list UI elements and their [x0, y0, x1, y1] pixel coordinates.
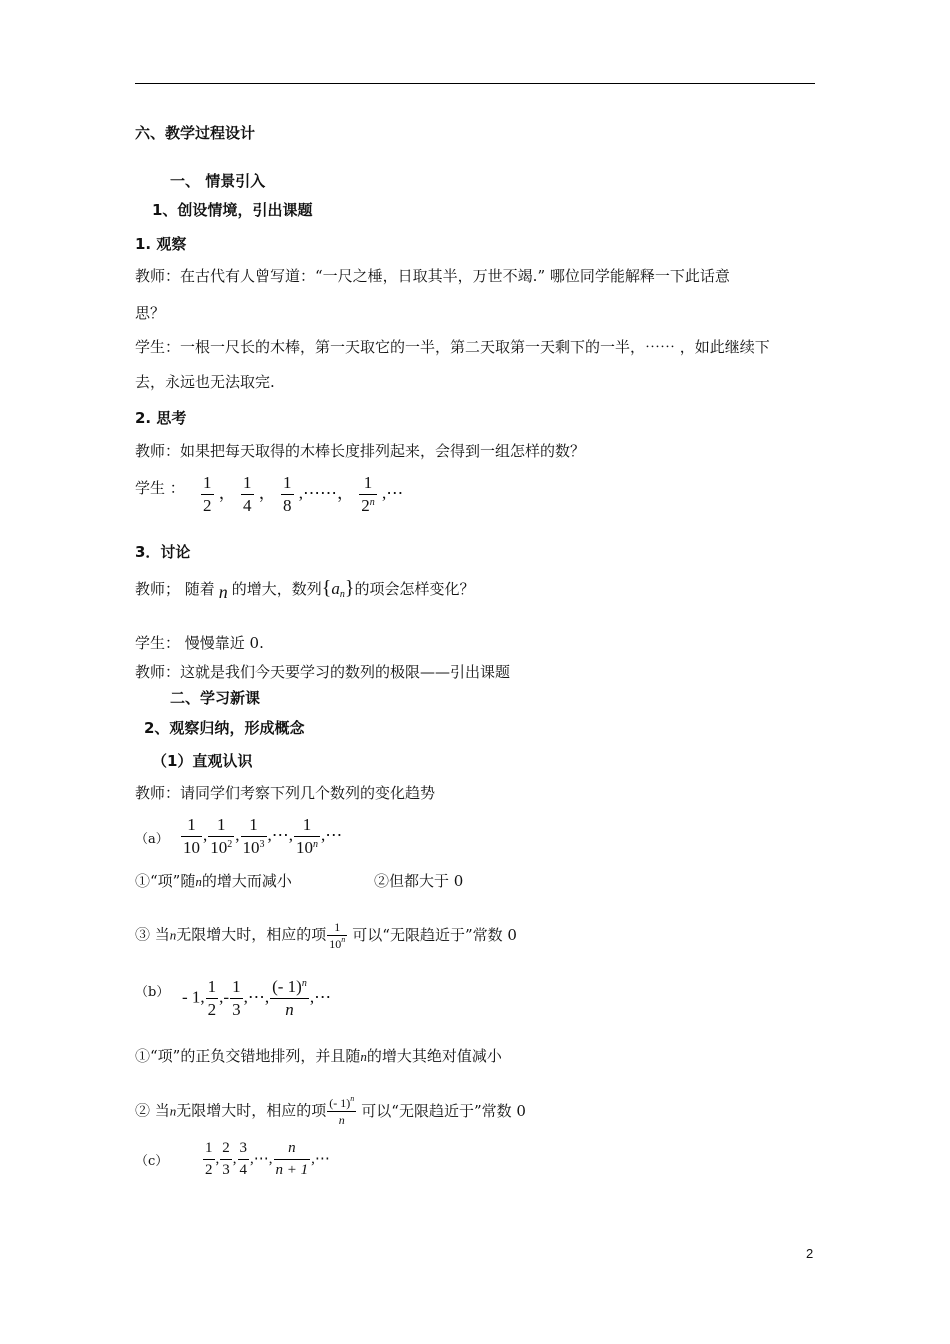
fraction: $\frac{1}{10^n}$	[329, 920, 346, 951]
seq-a-label: （a）	[135, 832, 169, 847]
teacher-line-2: 教师：如果把每天取得的木棒长度排列起来，会得到一组怎样的数？	[135, 442, 586, 460]
sequence-b: - 1, $\frac{1}{2}$ ,- $\frac{1}{3}$ ,⋯, $\frac{(- 1)^n}{n}$ ,⋯	[182, 977, 332, 1019]
fraction: $\frac{3}{4}$	[238, 1138, 250, 1181]
fraction: $\frac{(- 1)^n}{n}$	[329, 1094, 355, 1127]
sequence-c: $\frac{1}{2}$ , $\frac{2}{3}$ , $\frac{3}{4}$ ,⋯, $\frac{n}{n + 1}$ ,⋯	[202, 1138, 330, 1181]
fraction: $\frac{(- 1)^n}{n}$	[272, 977, 307, 1019]
fraction: $\frac{1}{3}$	[232, 977, 241, 1019]
sequence-a: $\frac{1}{10}$ , $\frac{1}{10^2}$ , $\frac{1}{10^3}$ ,⋯, $\frac{1}{10^n}$ ,⋯	[183, 815, 343, 857]
fraction: $\frac{1}{8}$	[283, 473, 292, 515]
note-b1: ①“项”的正负交错地排列，并且随n的增大其绝对值减小	[135, 1047, 502, 1065]
teacher-line-1: 教师：在古代有人曾写道：“一尺之棰，日取其半，万世不竭.” 哪位同学能解释一下此话意	[135, 267, 730, 285]
teacher-line-5: 教师：请同学们考察下列几个数列的变化趋势	[135, 784, 436, 802]
note-a1: ①“项”随n的增大而减小	[135, 872, 292, 890]
section-title: 六、教学过程设计	[135, 124, 256, 142]
fraction: $\frac{2}{3}$	[220, 1138, 232, 1181]
fraction: $\frac{1}{2}$	[203, 1138, 215, 1181]
teacher-line-3: 教师； 随着 n 的增大，数列$\{a_n\}$的项会怎样变化？	[135, 577, 475, 602]
fraction: $\frac{1}{4}$	[243, 473, 252, 515]
fraction: $\frac{1}{2^n}$	[361, 473, 375, 515]
sub2-item1: （1）直观认识	[152, 752, 253, 770]
note-b2: ② 当n无限增大时，相应的项 $\frac{(- 1)^n}{n}$ 可以“无限趋近于”常数 0	[135, 1094, 526, 1127]
part1-heading: 一、 情景引入	[170, 172, 266, 190]
fraction: $\frac{1}{2}$	[207, 977, 217, 1019]
header-rule	[135, 83, 815, 84]
step1-heading: 1. 观察	[135, 235, 187, 253]
fraction: $\frac{n}{n + 1}$	[274, 1138, 311, 1181]
student-line-3: 学生： 慢慢靠近 0.	[135, 634, 264, 652]
student-line-1-cont: 去，永远也无法取完.	[135, 373, 275, 391]
teacher-line-4: 教师：这就是我们今天要学习的数列的极限——引出课题	[135, 663, 511, 681]
sub2-heading: 2、观察归纳，形成概念	[144, 719, 305, 737]
fraction: $\frac{1}{10}$	[183, 815, 200, 857]
sub1-heading: 1、创设情境，引出课题	[152, 201, 313, 219]
seq-b-label: （b）	[135, 985, 170, 1000]
page-number: 2	[806, 1246, 814, 1261]
note-a3: ③ 当n无限增大时，相应的项 $\frac{1}{10^n}$ 可以“无限趋近于”常数 0	[135, 920, 517, 951]
fraction: $\frac{1}{10^n}$	[296, 815, 318, 857]
student-sequence: $\frac{1}{2}$ ， $\frac{1}{4}$ ， $\frac{1}{8}$ ,⋯⋯， $\frac{1}{2^n}$ ,⋯	[203, 473, 404, 515]
seq-c-label: （c）	[135, 1154, 169, 1169]
step3-heading: 3．讨论	[135, 543, 191, 561]
student-line-1: 学生：一根一尺长的木棒，第一天取它的一半，第二天取第一天剩下的一半，⋯⋯ ，如此继续下	[135, 338, 770, 356]
fraction: $\frac{1}{10^2}$	[210, 815, 233, 857]
note-a2: ②但都大于 0	[374, 872, 464, 890]
step2-heading: 2. 思考	[135, 409, 187, 427]
part2-heading: 二、学习新课	[170, 689, 261, 707]
fraction: $\frac{1}{10^3}$	[242, 815, 265, 857]
teacher-line-1-cont: 思？	[135, 304, 166, 322]
student-label-2: 学生 ：	[135, 479, 185, 497]
fraction: $\frac{1}{2}$	[203, 473, 212, 515]
